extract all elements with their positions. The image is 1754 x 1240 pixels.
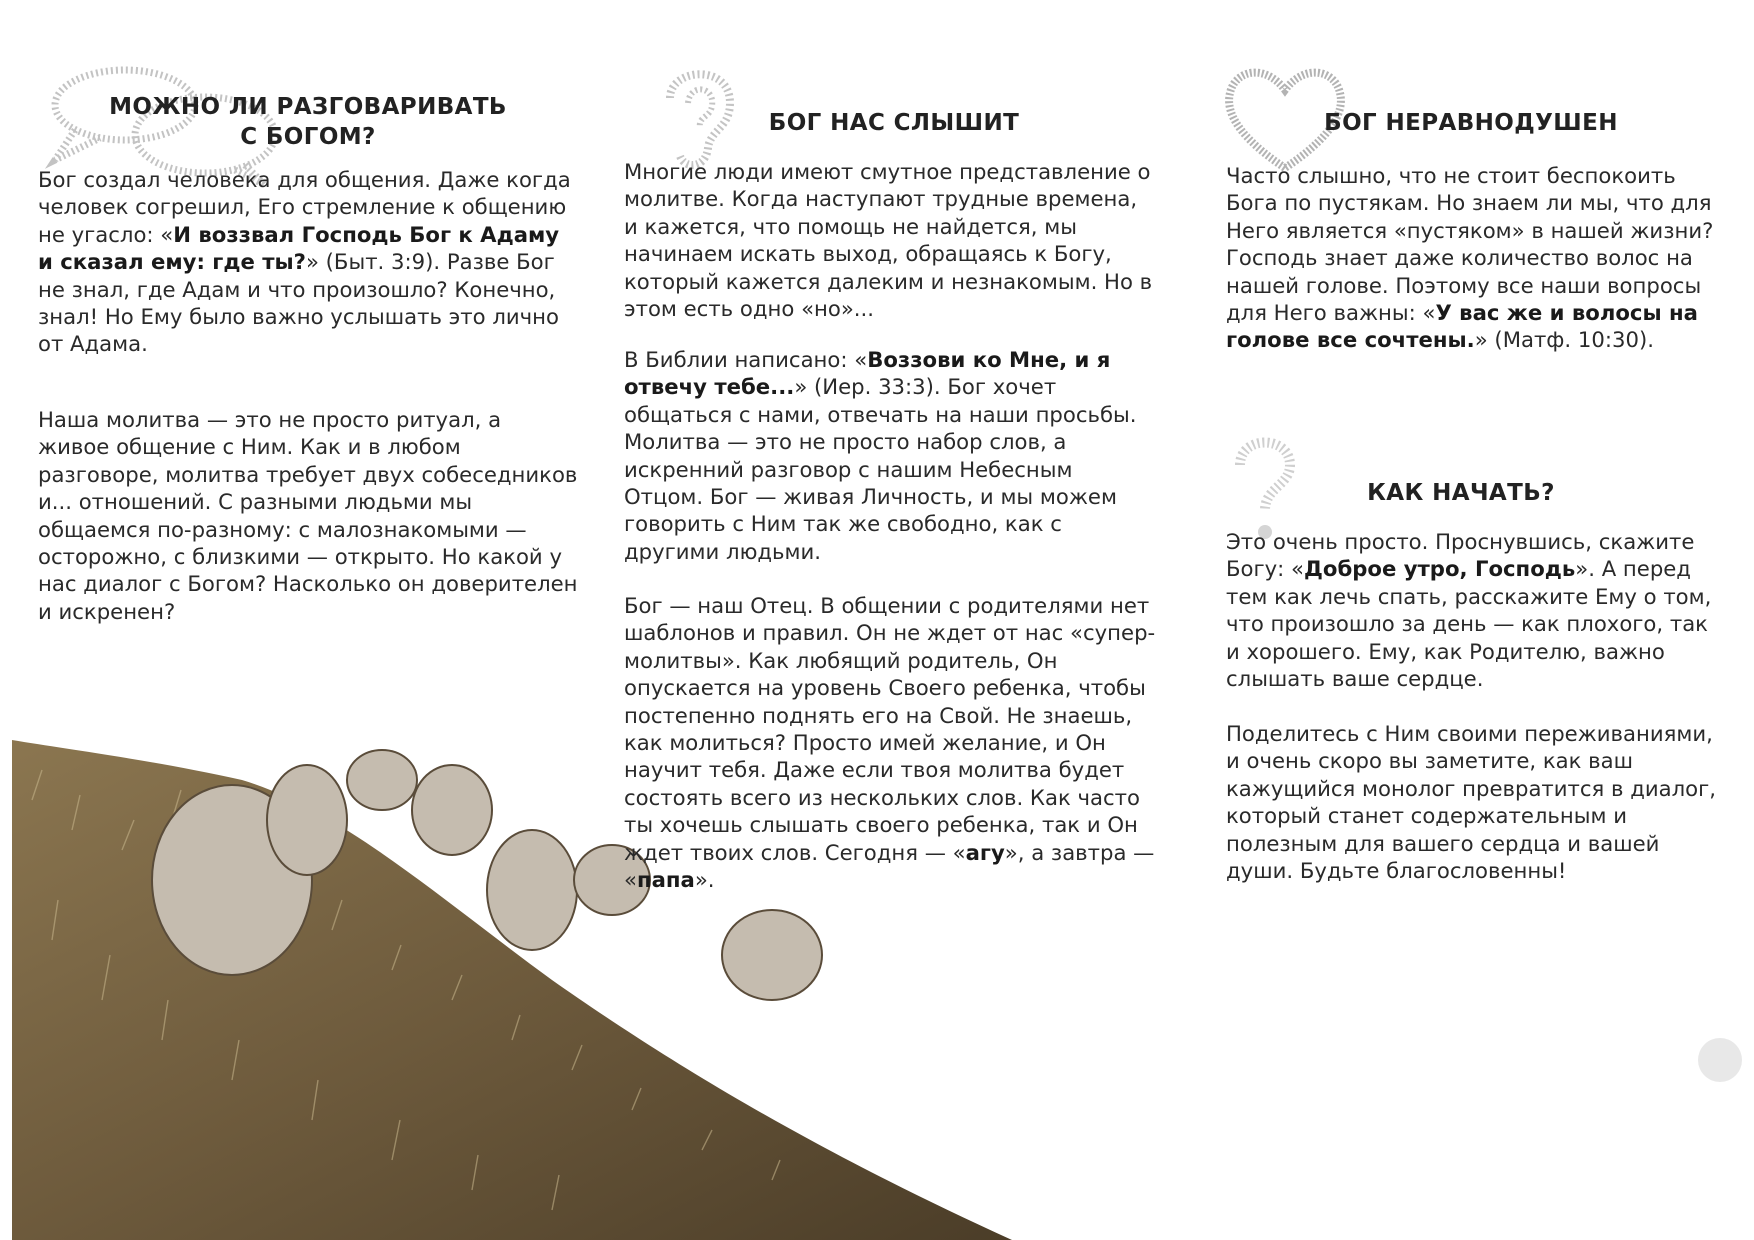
paragraph-text: ».	[694, 867, 715, 893]
paragraph-father	[624, 592, 1164, 893]
bible-quote: Доброе утро, Господь	[1304, 556, 1576, 582]
paragraph-text: », а завтра — «	[624, 839, 1155, 893]
paragraph-text: » (Иер. 33:3). Бог хочет общаться с нами, отвечать на наши просьбы. Молитва — это не просто набор слов, а искренний разговор с нашим Небесным Отцом. Бог — живая Личность, и мы можем говорить с Ним так же свободно, как с другими людьми.	[624, 374, 1137, 564]
bible-quote: И воззвал Господь Бог к Адаму и сказал ему: где ты?	[38, 221, 560, 275]
paragraph-creation	[38, 166, 578, 358]
paragraph-text: В Библии написано: «	[624, 347, 868, 372]
heading-line-2: С БОГОМ?	[240, 124, 376, 150]
heading-how-to-start: КАК НАЧАТЬ?	[1367, 480, 1555, 506]
paragraph-share: Поделитесь с Ним своими переживаниями, и очень скоро вы заметите, как ваш кажущийся монолог превратится в диалог, который станет содержательным и полезным для вашего сердца и вашей души. Будьте благословенны!	[1226, 721, 1717, 884]
paragraph-text: » (Матф. 10:30).	[1474, 327, 1654, 353]
paragraph-text: Это очень просто. Проснувшись, скажите Богу: «	[1226, 529, 1695, 582]
corner-halftone-icon	[1690, 1030, 1750, 1090]
paragraph-good-morning	[1226, 528, 1726, 692]
paragraph-text: ». А перед тем как лечь спать, расскажите Ему о том, что произошло за день — как плохого, так и хорошего. Ему, как Родителю, важно слышать ваше сердце.	[1226, 556, 1712, 692]
paragraph-bible	[624, 346, 1154, 565]
heading-line-1: МОЖНО ЛИ РАЗГОВАРИВАТЬ	[109, 94, 507, 120]
paragraph-text: Бог создал человека для общения. Даже когда человек согрешил, Его стремление к общению не угасло: «	[38, 167, 571, 247]
heading-god-cares: БОГ НЕРАВНОДУШЕН	[1324, 110, 1618, 136]
paragraph-text: Бог — наш Отец. В общении с родителями нет шаблонов и правил. Он не ждет от нас «супер-молитвы». Как любящий родитель, Он опускается на уровень Своего ребенка, чтобы постепенно поднять его на Свой. Не знаешь, как молиться? Просто имей желание, и Он научит тебя. Даже если твоя молитва будет состоять всего из нескольких слов. Как часто ты хочешь слышать своего ребенка, так и Он ждет твоих слов. Сегодня — «	[624, 593, 1156, 865]
bible-quote: Воззови ко Мне, и я отвечу тебе...	[624, 347, 1111, 400]
bible-quote: У вас же и волосы на голове все сочтены.	[1226, 300, 1698, 353]
paragraph-prayer-ritual: Наша молитва — это не просто ритуал, а живое общение с Ним. Как и в любом разговоре, молитва требует двух собеседников и... отношений. С разными людьми мы общаемся по-разному: с малознакомыми — осторожно, с близкими — открыто. Но какой у нас диалог с Богом? Насколько он доверителен и искренен?	[38, 407, 578, 624]
paragraph-text: Часто слышно, что не стоит беспокоить Бога по пустякам. Но знаем ли мы, что для Него является «пустяком» в нашей жизни? Господь знает даже количество волос на нашей голове. Поэтому все наши вопросы для Него важны: «	[1226, 163, 1714, 326]
bible-quote: папа	[636, 867, 695, 893]
paragraph-text: » (Быт. 3:9). Разве Бог не знал, где Адам и что произошло? Конечно, знал! Но Ему было важно услышать это лично от Адама.	[38, 249, 559, 357]
bible-quote: агу	[965, 839, 1005, 865]
heading-can-we-talk	[38, 92, 578, 152]
paragraph-trifles	[1226, 162, 1721, 354]
paragraph-vague-idea: Многие люди имеют смутное представление о молитве. Когда наступают трудные времена, и кажется, что помощь не найдется, мы начинаем искать выход, обращаясь к Богу, который кажется далеким и незнакомым. Но в этом есть одно «но»...	[624, 159, 1153, 322]
heading-god-hears: БОГ НАС СЛЫШИТ	[768, 110, 1020, 136]
